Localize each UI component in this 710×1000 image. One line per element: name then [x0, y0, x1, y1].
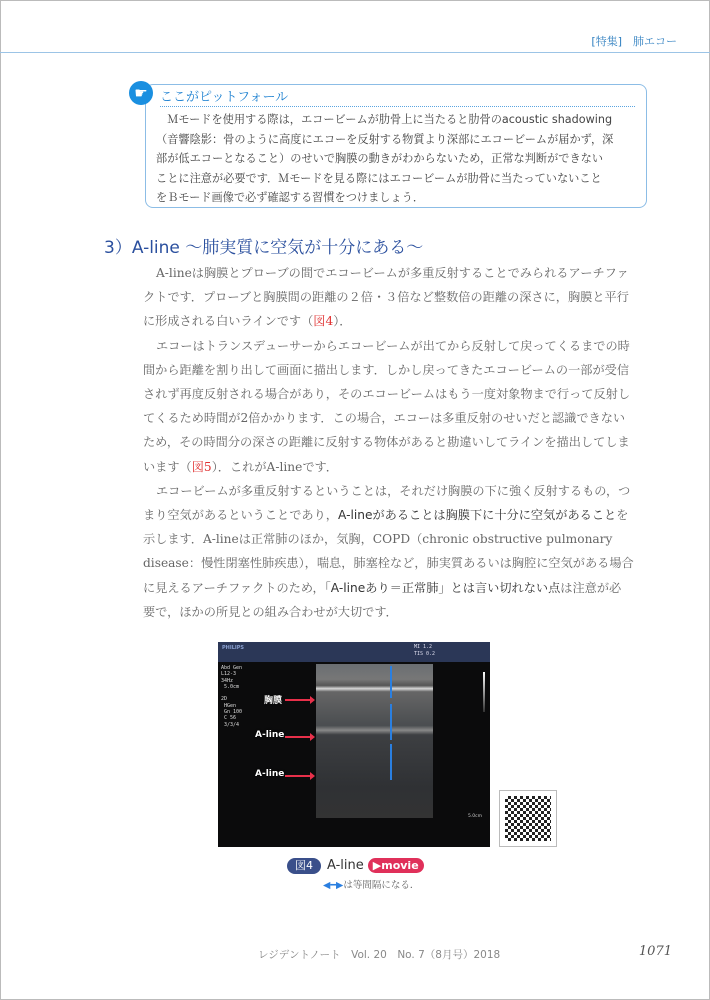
text-line: 示します．A-lineは正常肺のほか，気胸，COPD（chronic obstructive pulmonary [143, 532, 613, 547]
text-line: A-lineは胸膜とプローブの間でエコービームが多重反射することでみられるアーチファ [156, 266, 629, 280]
figure-title: A-line [327, 858, 364, 873]
ultrasound-topbar [218, 642, 490, 662]
mi-readout [414, 644, 435, 658]
tis: TIS 0.2 [414, 651, 436, 657]
journal-footer: レジデントノート Vol. 20 No. 7（8月号）2018 [258, 949, 501, 961]
pitfall-line: をＢモード画像で必ず確認する習慣をつけましょう． [156, 191, 425, 204]
brand-label: PHILIPS [222, 645, 245, 651]
pitfall-body [156, 110, 636, 208]
text-line: 要で，ほかの所見との組み合わせが大切です． [143, 604, 398, 619]
text: います（ [143, 459, 192, 474]
text-line: てくるため時間が2倍かかります．この場合，エコーは多重反射のせいだと認識できない [143, 411, 626, 426]
depth-label: 5.0cm [468, 814, 483, 819]
qr-code[interactable] [499, 790, 557, 847]
text-line [143, 455, 648, 479]
figure-badge: 図4 [287, 858, 321, 874]
scan-params: Abd Gen L12-3 34Hz 5.0cm 2D HGen Gn 100 C 56 3/3/4 [221, 665, 243, 728]
pitfall-line: Ｍモードを使用する際は，エコービームが肋骨上に当たると肋骨のacoustic shadowing [156, 113, 613, 126]
label-aline: A-line [255, 769, 285, 779]
text: ）． [333, 314, 352, 329]
text-line: エコービームが多重反射するということは，それだけ胸膜の下に強く反射するもの，つ [156, 483, 631, 498]
running-header: [特集] 肺エコー [591, 35, 677, 48]
text: に形成される白いラインです（ [143, 314, 314, 329]
label-pleura: 胸膜 [264, 696, 283, 706]
movie-badge[interactable]: ▶movie [368, 858, 424, 873]
text-line: disease：慢性閉塞性肺疾患），喘息，肺塞栓など，肺実質あるいは胸腔に空気がある場合 [143, 556, 634, 571]
header-divider [0, 52, 710, 53]
double-arrow-icon [390, 704, 392, 740]
emphasis: 「A-lineあり＝正常肺」とは言い切れない点 [324, 580, 561, 595]
arrow-icon [285, 699, 311, 701]
qr-pattern [505, 796, 551, 841]
note-text: は等間隔になる． [343, 880, 420, 891]
text-line: ため，その時間分の深さの距離に反射する物体があると勘違いしてラインを描出してしま [143, 435, 630, 450]
double-arrow-icon [390, 744, 392, 780]
movie-label: movie [381, 859, 419, 872]
page-number: 1071 [638, 944, 672, 959]
pitfall-divider [160, 106, 635, 107]
text: ）．これがA-lineです． [211, 459, 338, 474]
text: まり空気があるということであり， [143, 508, 338, 523]
pitfall-line: ことに注意が必要です．Ｍモードを見る際にはエコービームが肋骨に当たっていないこと [156, 171, 602, 185]
figure-note [323, 877, 419, 891]
emphasis: A-lineがあることは胸膜下に十分に空気があること [338, 508, 617, 523]
mi: MI 1.2 [414, 644, 433, 650]
arrow-icon [285, 775, 311, 777]
double-arrow-icon [390, 666, 392, 698]
text: に見えるアーチファクトのため， [143, 580, 325, 595]
body-text [143, 261, 648, 624]
text-line: 間から距離を割り出して画面に描出します．しかし戻ってきたエコービームの一部が受信 [143, 362, 630, 377]
text-line [143, 309, 648, 333]
text-line: エコーはトランスデューサーからエコービームが出てから反射して戻ってくるまでの時 [156, 338, 630, 353]
ultrasound-image [218, 642, 490, 847]
text-line [143, 576, 648, 600]
text-line [143, 503, 648, 527]
text-line: クトです．プローブと胸膜間の距離の２倍・３倍など整数倍の距離の深さに，胸膜と平行 [143, 290, 629, 305]
text: は注意が必 [560, 580, 622, 595]
ultrasound-scan [316, 664, 433, 818]
figure-caption [287, 858, 424, 874]
gray-scale-bar [483, 672, 485, 712]
text-line: されず再度反射される場合があり，そのエコービームはもう一度対象物まで行って反射し [143, 387, 631, 402]
figure-ref-link[interactable]: 図4 [313, 314, 334, 329]
pointing-hand-icon: ☛ [129, 81, 153, 105]
label-aline: A-line [255, 730, 285, 740]
figure-ref-link[interactable]: 図5 [191, 459, 212, 474]
pitfall-line: 部が低エコーとなること）のせいで胸膜の動きがわからないため，正常な判断ができない [156, 152, 604, 165]
double-arrow-icon: ◀━▶ [323, 880, 344, 891]
pitfall-title: ここがピットフォール [160, 90, 289, 105]
text: を [616, 508, 629, 523]
arrow-icon [285, 736, 311, 738]
pitfall-line: （音響陰影：骨のように高度にエコーを反射する物質より深部にエコービームが届かず，深 [156, 132, 614, 146]
section-heading: 3）A-line 〜肺実質に空気が十分にある〜 [104, 238, 424, 258]
